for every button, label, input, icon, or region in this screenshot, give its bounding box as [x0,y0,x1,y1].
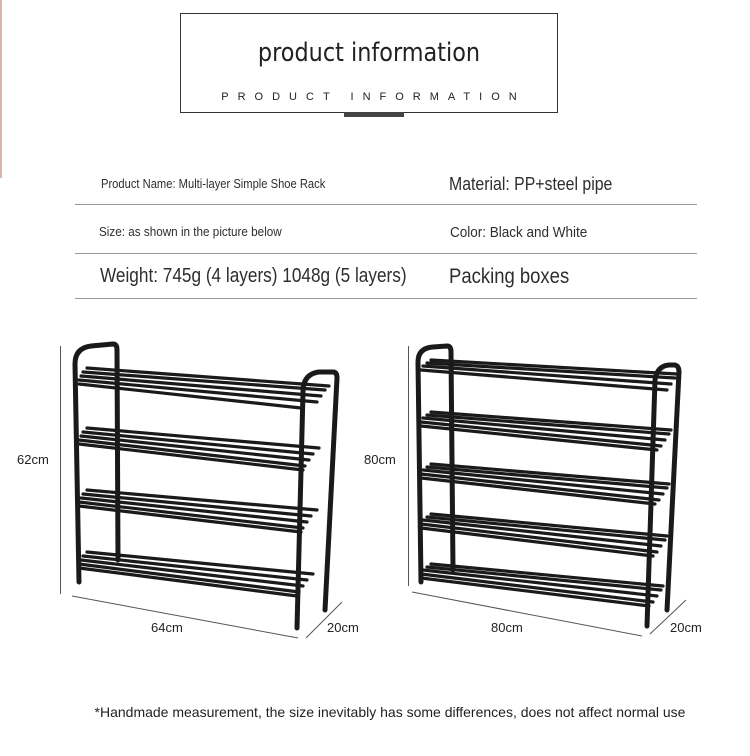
right-dim-lines [410,584,700,646]
spec-packing: Packing boxes [449,265,570,288]
page-title: product information [257,38,481,68]
spec-divider-1 [75,204,697,205]
spec-size: Size: as shown in the picture below [99,224,282,239]
edge-mark [0,0,2,178]
spec-divider-2 [75,253,697,254]
left-height-line [60,346,61,594]
left-height-label: 62cm [17,452,49,467]
right-height-label: 80cm [364,452,396,467]
left-width-label: 64cm [151,620,183,635]
title-tab [344,112,404,117]
spec-material: Material: PP+steel pipe [449,174,613,194]
measurement-note: *Handmade measurement, the size inevitably has some differences, does not affect normal use [94,704,686,720]
spec-weight: Weight: 745g (4 layers) 1048g (5 layers) [100,265,407,287]
right-width-label: 80cm [491,620,523,635]
left-dim-lines [70,590,350,650]
spec-color: Color: Black and White [450,224,588,241]
spec-divider-3 [75,298,697,299]
right-depth-label: 20cm [670,620,702,635]
spec-product-name: Product Name: Multi-layer Simple Shoe Rack [101,176,326,191]
page-subtitle: PRODUCT INFORMATION [221,91,526,103]
right-height-line [408,346,409,586]
title-box [180,13,558,113]
left-depth-label: 20cm [327,620,359,635]
